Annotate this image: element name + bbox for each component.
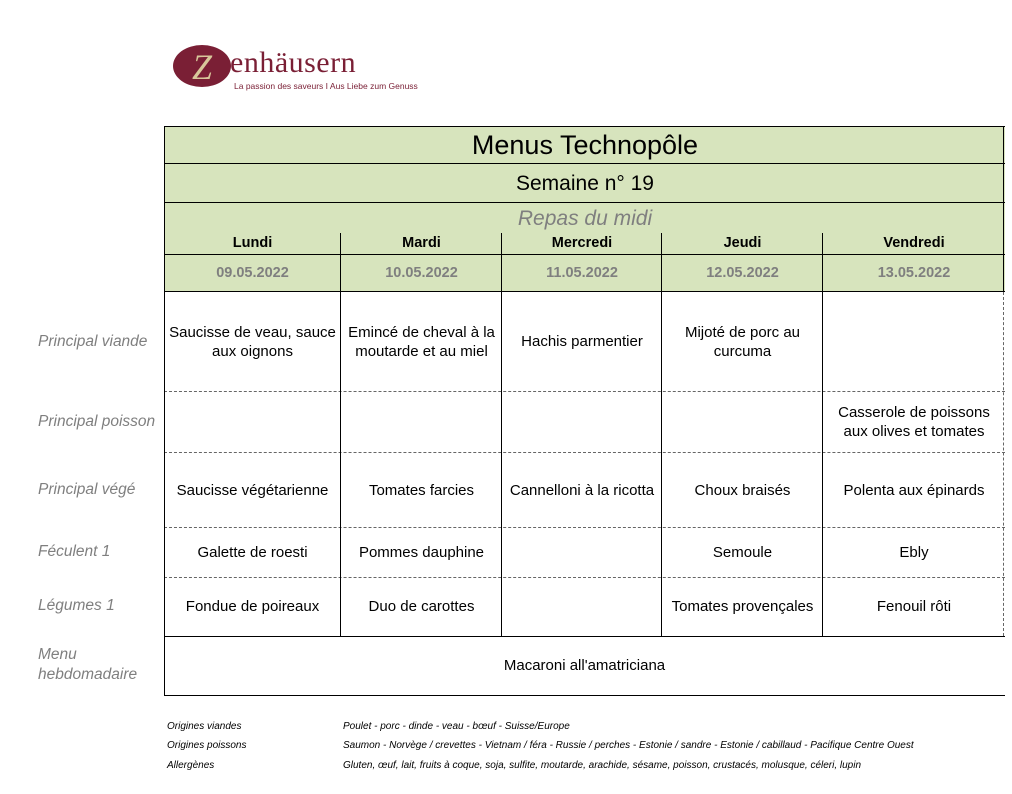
menu-cell: Emincé de cheval à la moutarde et au miel [348, 323, 495, 360]
grid-line [501, 233, 502, 636]
grid-line [164, 577, 1005, 578]
logo-wordmark: enhäusern [230, 46, 357, 79]
row-label-principal-viande: Principal viande [38, 333, 148, 350]
menu-cell [502, 577, 662, 636]
menu-cell [502, 528, 662, 577]
menu-cell: Galette de roesti [197, 544, 308, 561]
day-date: 12.05.2022 [662, 254, 823, 292]
menu-cell: Casserole de poissons aux olives et tomates [838, 403, 990, 440]
grid-line [164, 695, 1005, 696]
row-label-principal-poisson: Principal poisson [38, 413, 156, 430]
footer-label: Allergènes [167, 760, 215, 771]
day-header: Lundi [164, 233, 341, 254]
day-date: 11.05.2022 [502, 254, 662, 292]
menu-cell [502, 391, 662, 452]
menu-cell: Tomates farcies [368, 481, 475, 499]
row-label-legumes: Légumes 1 [38, 597, 115, 614]
row-label-principal-vege: Principal végé [38, 481, 136, 498]
grid-line [340, 233, 341, 636]
day-header: Mercredi [502, 233, 662, 254]
grid-line [1003, 292, 1004, 636]
menu-cell: Saucisse de veau, sauce aux oignons [169, 323, 336, 360]
menu-cell: Fondue de poireaux [185, 598, 320, 615]
meal-label: Repas du midi [164, 202, 1005, 234]
grid-line [164, 452, 1005, 453]
menu-cell: Cannelloni à la ricotta [509, 481, 655, 499]
logo-emblem-icon [172, 42, 232, 90]
day-date: 13.05.2022 [823, 254, 1005, 292]
grid-line [822, 233, 823, 636]
svg-text:Z: Z [192, 47, 213, 87]
menu-cell: Saucisse végétarienne [176, 481, 329, 499]
menu-cell: Choux braisés [694, 481, 791, 499]
footer-value: Gluten, œuf, lait, fruits à coque, soja, sulfite, moutarde, arachide, sésame, poisson, crustacés, molusque, céleri, lupin [343, 760, 862, 771]
day-date: 09.05.2022 [164, 254, 341, 292]
grid-line [661, 233, 662, 636]
grid-line [164, 126, 165, 696]
row-label-menu-hebdo [38, 645, 137, 685]
menu-cell [823, 292, 1005, 391]
menu-cell [164, 391, 341, 452]
grid-line [164, 527, 1005, 528]
grid-line [164, 391, 1005, 392]
menu-cell [341, 391, 502, 452]
grid-line [164, 291, 1005, 292]
weekly-menu-cell: Macaroni all'amatriciana [503, 657, 666, 674]
day-header: Vendredi [823, 233, 1005, 254]
footer-label: Origines viandes [167, 721, 242, 732]
row-label-line: Menu [38, 646, 77, 663]
menu-cell: Pommes dauphine [358, 544, 485, 561]
footer-value: Poulet - porc - dinde - veau - bœuf - Suisse/Europe [343, 721, 570, 732]
menu-cell: Mijoté de porc au curcuma [684, 323, 801, 360]
row-label-line: hebdomadaire [38, 666, 138, 683]
menu-cell: Polenta aux épinards [843, 481, 985, 499]
day-header: Mardi [341, 233, 502, 254]
menu-title: Menus Technopôle [164, 126, 1005, 164]
day-header: Jeudi [662, 233, 823, 254]
menu-cell: Ebly [899, 544, 929, 561]
menu-cell: Semoule [712, 544, 773, 561]
footer-value: Saumon - Norvège / crevettes - Vietnam / féra - Russie / perches - Estonie / sandre - Estonie / cabillaud - Pacifique Centre Ouest [343, 740, 914, 751]
logo-tagline: La passion des saveurs I Aus Liebe zum Genuss [234, 81, 418, 91]
row-label-feculent: Féculent 1 [38, 543, 111, 560]
menu-cell [662, 391, 823, 452]
menu-cell: Tomates provençales [671, 598, 814, 615]
menu-cell: Hachis parmentier [521, 333, 643, 350]
grid-line [164, 254, 1005, 255]
week-number: Semaine n° 19 [164, 163, 1005, 203]
day-date: 10.05.2022 [341, 254, 502, 292]
footer-label: Origines poissons [167, 740, 247, 751]
menu-cell: Duo de carottes [368, 598, 475, 615]
company-logo [172, 38, 418, 98]
menu-cell: Fenouil rôti [876, 598, 952, 615]
grid-line [164, 636, 1005, 637]
grid-line [1003, 126, 1004, 292]
